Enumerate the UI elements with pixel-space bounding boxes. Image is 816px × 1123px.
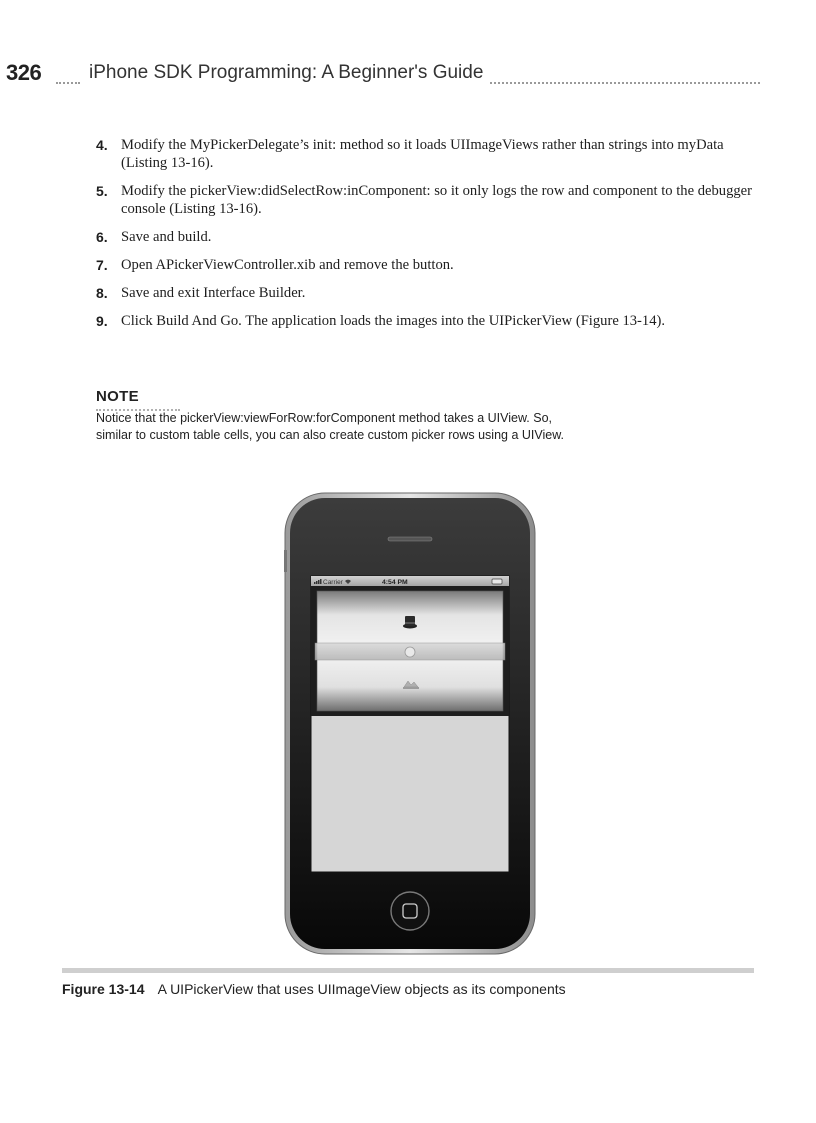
step-text: Open APickerViewController.xib and remove the button. [121,257,454,273]
note-line: similar to custom table cells, you can also create custom picker rows using a UIView. [96,428,565,442]
step-text: Modify the pickerView:didSelectRow:inComponent: so it only logs the row and component to the debugger console (Listing 13-16). [121,183,753,217]
figure-label: Figure 13-14 [62,981,145,997]
book-title: iPhone SDK Programming: A Beginner's Guide [89,62,484,83]
step-number: 9. [96,313,108,329]
side-button [284,550,287,572]
status-time: 4:54 PM [382,579,408,586]
step-number: 6. [96,229,108,245]
step-text: Modify the MyPickerDelegate’s init: method so it loads UIImageViews rather than strings into myData (Listing 13-16). [121,137,724,171]
iphone-figure [284,492,536,955]
step-item [96,182,756,218]
step-item [96,228,756,246]
figure-caption-text: A UIPickerView that uses UIImageView objects as its components [157,981,566,997]
step-number: 4. [96,137,108,153]
figure-rule [62,968,754,973]
note-label: NOTE [96,388,139,405]
page-header [0,58,760,88]
page-number: 326 [6,60,42,85]
step-text: Click Build And Go. The application loads the images into the UIPickerView (Figure 13-14). [121,313,665,329]
figure-caption [62,981,566,997]
ball-icon [405,647,415,657]
step-number: 5. [96,183,108,199]
carrier-label: Carrier [323,579,343,586]
header-dotted-rule-right [490,82,760,84]
step-item [96,256,756,274]
note-line: Notice that the pickerView:viewForRow:forComponent method takes a UIView. So, [96,411,553,425]
step-number: 8. [96,285,108,301]
step-list [96,136,756,340]
header-dotted-rule [56,82,80,84]
note-text [96,410,696,444]
step-text: Save and build. [121,229,212,245]
step-item [96,284,756,302]
step-item [96,136,756,172]
step-item [96,312,756,330]
top-hat-icon [403,616,417,629]
step-text: Save and exit Interface Builder. [121,285,306,301]
home-button[interactable] [391,892,429,930]
battery-icon [492,579,502,584]
step-number: 7. [96,257,108,273]
speaker-icon [388,537,432,541]
